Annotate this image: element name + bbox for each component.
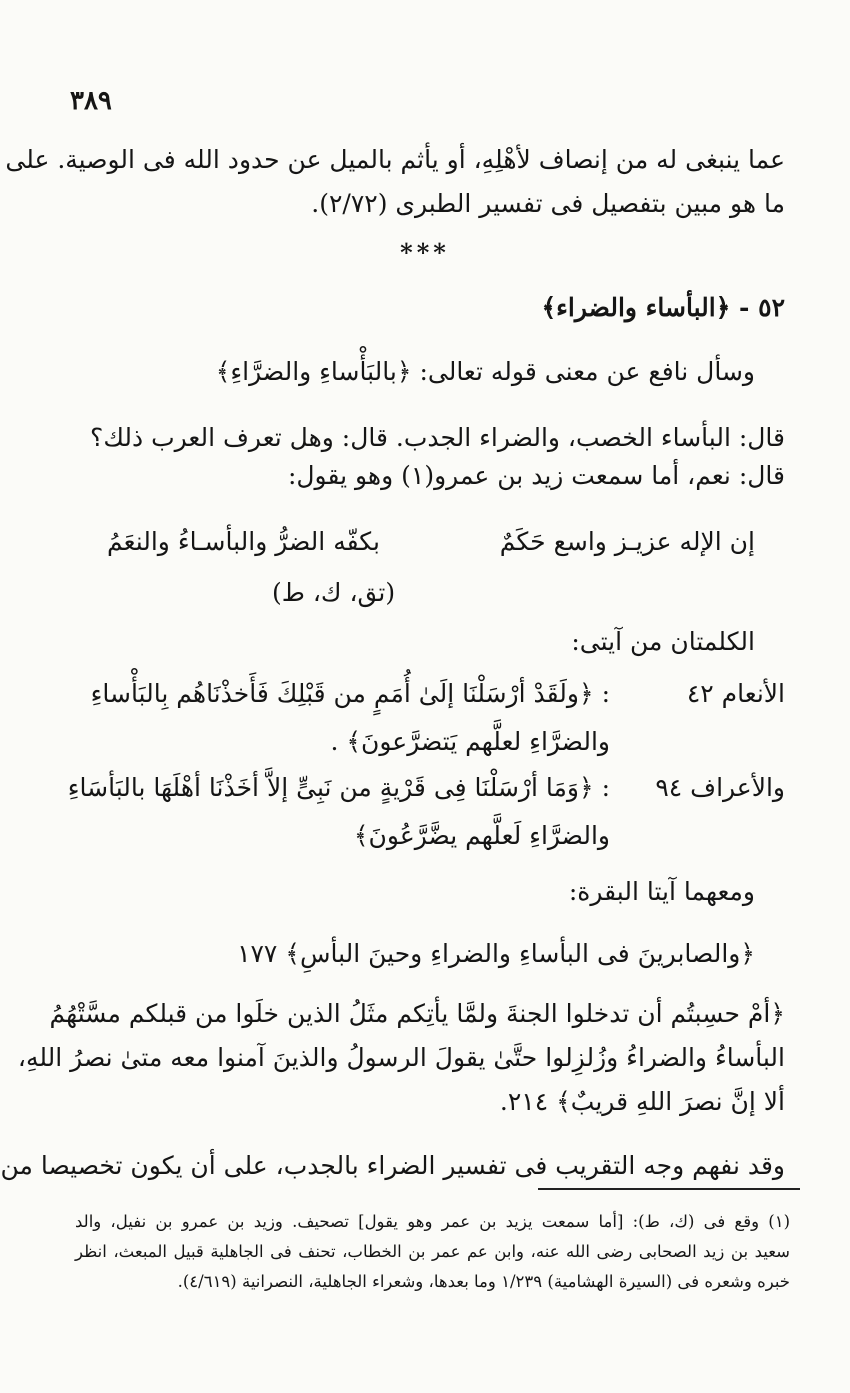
- footnote-rule: [538, 1188, 800, 1190]
- baqara-verse-214-line-3: ألا إنَّ نصرَ اللهِ قريبٌ﴾ ٢١٤.: [499, 1087, 785, 1116]
- verse-1-surah: الأنعام ٤٢: [686, 679, 785, 708]
- verse-1-line-2: والضرَّاءِ لعلَّهم يَتضرَّعونَ﴾ .: [330, 727, 610, 756]
- section-separator: ***: [400, 238, 450, 267]
- answer-line-1: قال: البأساء الخصب، والضراء الجدب. قال: وهل تعرف العرب ذلك؟: [90, 423, 785, 452]
- verse-2-line-1: : ﴿وَمَا أرْسَلْنَا فِى قَرْيةٍ من نَبِىٍّ إلاَّ أخَذْنَا أهْلَهَا بالبَأسَاءِ: [67, 773, 610, 802]
- baqara-verse-214-line-1: ﴿أمْ حسِبتُم أن تدخلوا الجنةَ ولمَّا يأتِكم مثَلُ الذين خلَوا من قبلكم مسَّتْهُمُ: [49, 999, 785, 1028]
- footnote-line-2: سعيد بن زيد الصحابى رضى الله عنه، وابن عم عمر بن الخطاب، تحنف فى الجاهلية قبيل المبعث، انظر: [75, 1242, 790, 1261]
- poem-sources: (تق، ك، ط): [272, 578, 396, 607]
- baqara-intro: ومعهما آيتا البقرة:: [568, 877, 755, 906]
- footnote-line-1: (١) وقع فى (ك، ط): [أما سمعت يزيد بن عمر وهو يقول] تصحيف. وزيد بن عمرو بن نفيل، والد: [75, 1212, 790, 1231]
- verse-2-surah: والأعراف ٩٤: [655, 773, 785, 802]
- poem-hemistich-1: إن الإله عزيـز واسع حَكَمٌ: [499, 527, 755, 556]
- section-heading: ٥٢ - ﴿البأساء والضراء﴾: [541, 293, 785, 322]
- answer-line-2: قال: نعم، أما سمعت زيد بن عمرو(١) وهو يقول:: [287, 461, 785, 490]
- question-line: وسأل نافع عن معنى قوله تعالى: ﴿بالبَأْساءِ والضرَّاءِ﴾: [215, 357, 755, 386]
- intro-line-2: ما هو مبين بتفصيل فى تفسير الطبرى (٢/٧٢).: [311, 189, 785, 218]
- page-number: ٣٨٩: [70, 86, 112, 116]
- poem-hemistich-2: بكفّه الضرُّ والبأسـاءُ والنعَمُ: [107, 527, 381, 556]
- baqara-verse-214-line-2: البأساءُ والضراءُ وزُلزِلوا حتَّىٰ يقولَ الرسولُ والذينَ آمنوا معه متىٰ نصرُ اللهِ،: [17, 1043, 785, 1072]
- footnote-line-3: خبره وشعره فى (السيرة الهشامية) ١/٢٣٩ وما بعدها، وشعراء الجاهلية، النصرانية (٤/٦١٩).: [177, 1272, 790, 1291]
- baqara-verse-177: ﴿والصابرينَ فى البأساءِ والضراءِ وحينَ البأسِ﴾ ١٧٧: [237, 939, 755, 968]
- closing-line: وقد نفهم وجه التقريب فى تفسير الضراء بالجدب، على أن يكون تخصيصا من: [0, 1151, 785, 1180]
- verse-2-line-2: والضرَّاءِ لَعلَّهم يضَّرَّعُونَ﴾: [353, 821, 610, 850]
- words-intro: الكلمتان من آيتى:: [571, 627, 755, 656]
- intro-line-1: عما ينبغى له من إنصاف لأهْلِهِ، أو يأثم بالميل عن حدود الله فى الوصية. على: [5, 145, 785, 174]
- verse-1-line-1: : ﴿ولَقَدْ أرْسَلْنَا إلَىٰ أُمَمٍ من قَبْلِكَ فَأَخذْنَاهُم بِالبَأْساءِ: [90, 679, 610, 708]
